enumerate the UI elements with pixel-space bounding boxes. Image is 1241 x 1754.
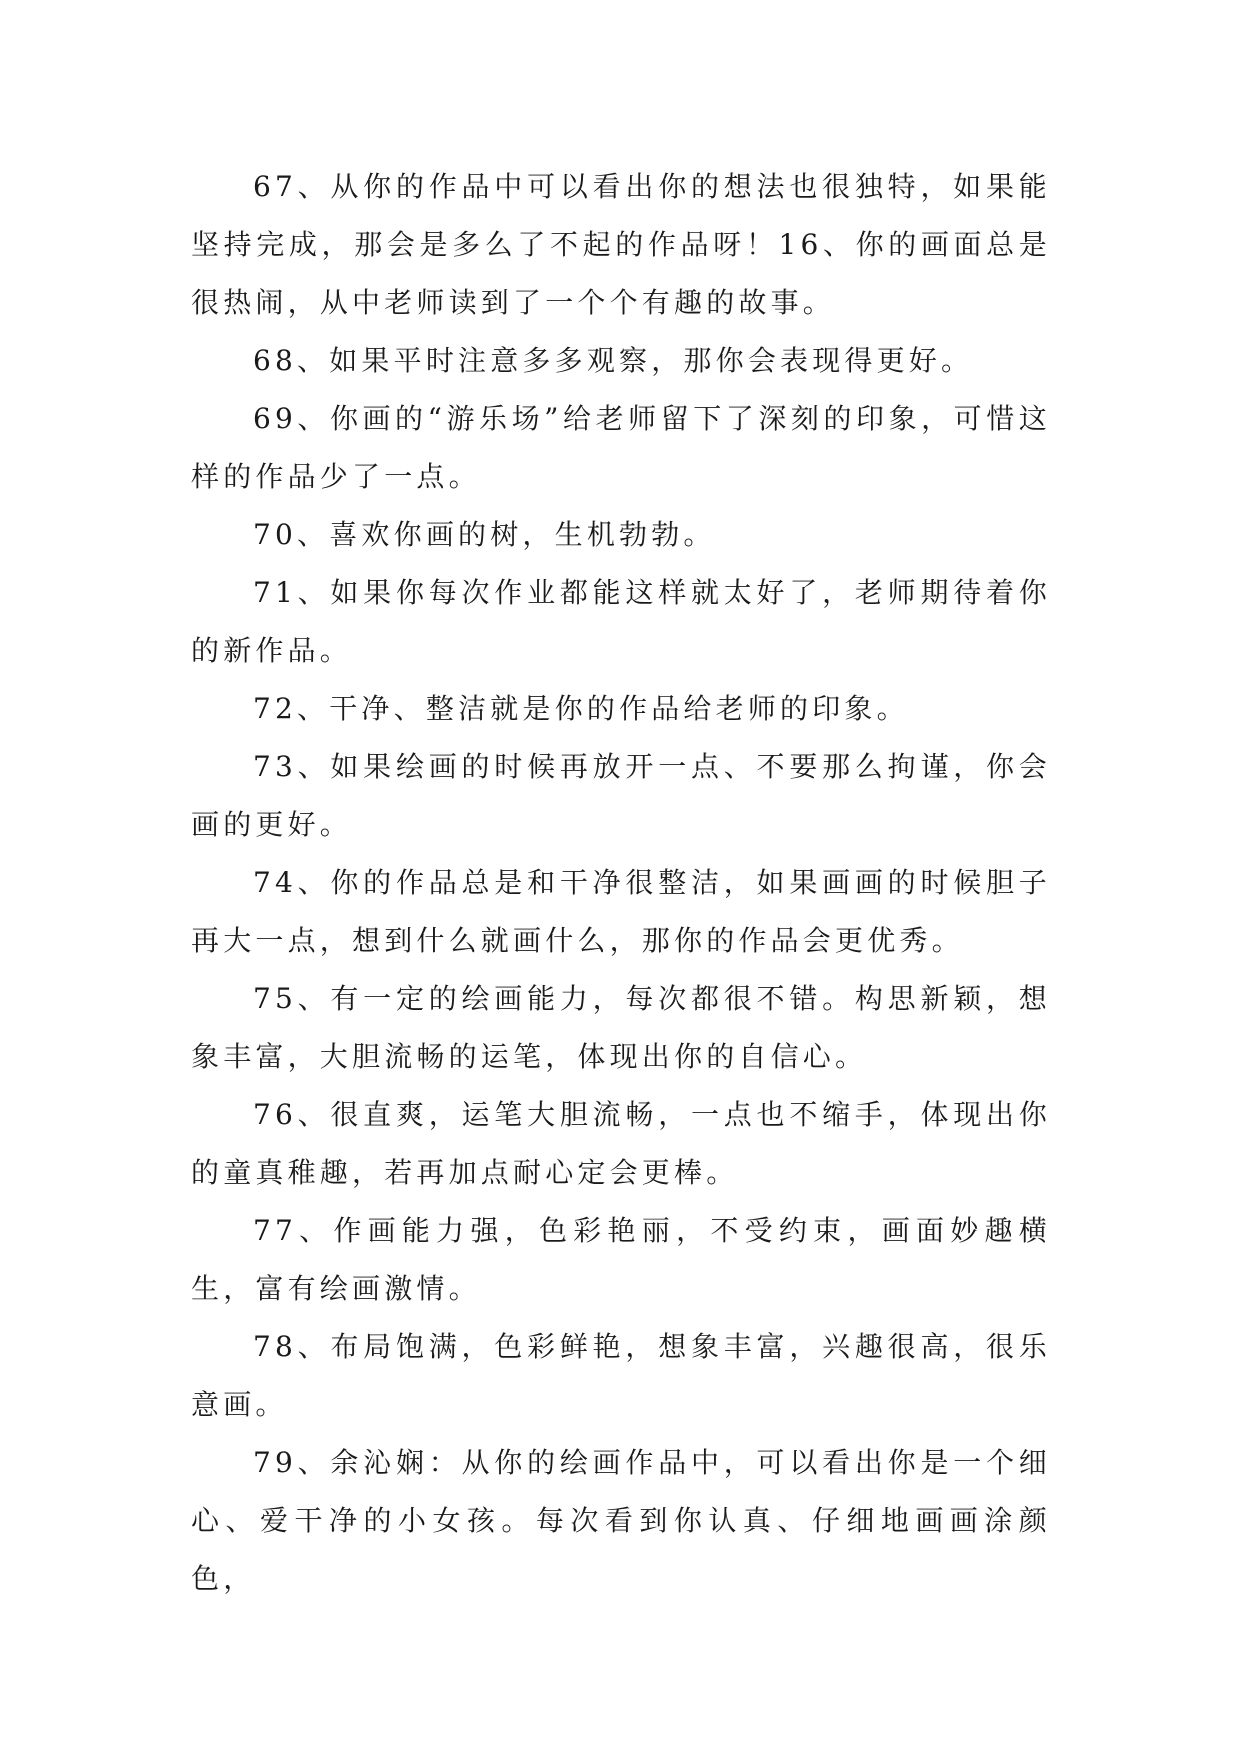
paragraph-69: 69、你画的“游乐场”给老师留下了深刻的印象，可惜这样的作品少了一点。: [191, 402, 1051, 493]
document-body: [191, 158, 1051, 1608]
paragraph-73: 73、如果绘画的时候再放开一点、不要那么拘谨，你会画的更好。: [191, 750, 1051, 841]
paragraph-68: 68、如果平时注意多多观察，那你会表现得更好。: [253, 344, 974, 377]
paragraph-75: 75、有一定的绘画能力，每次都很不错。构思新颖，想象丰富，大胆流畅的运笔，体现出你的自信心。: [191, 982, 1051, 1073]
paragraph-74: 74、你的作品总是和干净很整洁，如果画画的时候胆子再大一点，想到什么就画什么，那你的作品会更优秀。: [191, 866, 1051, 957]
paragraph-71: 71、如果你每次作业都能这样就太好了，老师期待着你的新作品。: [191, 576, 1051, 667]
paragraph-76: 76、很直爽，运笔大胆流畅，一点也不缩手，体现出你的童真稚趣，若再加点耐心定会更棒。: [191, 1098, 1051, 1189]
paragraph-70: 70、喜欢你画的树，生机勃勃。: [253, 518, 716, 551]
paragraph-67: 67、从你的作品中可以看出你的想法也很独特，如果能坚持完成，那会是多么了不起的作品呀！16、你的画面总是很热闹，从中老师读到了一个个有趣的故事。: [191, 170, 1051, 319]
paragraph-72: 72、干净、整洁就是你的作品给老师的印象。: [253, 692, 909, 725]
paragraph-79: 79、余沁娴：从你的绘画作品中，可以看出你是一个细心、爱干净的小女孩。每次看到你认真、仔细地画画涂颜色，: [191, 1446, 1051, 1595]
paragraph-77: 77、作画能力强，色彩艳丽，不受约束，画面妙趣横生，富有绘画激情。: [191, 1214, 1051, 1305]
paragraph-78: 78、布局饱满，色彩鲜艳，想象丰富，兴趣很高，很乐意画。: [191, 1330, 1051, 1421]
